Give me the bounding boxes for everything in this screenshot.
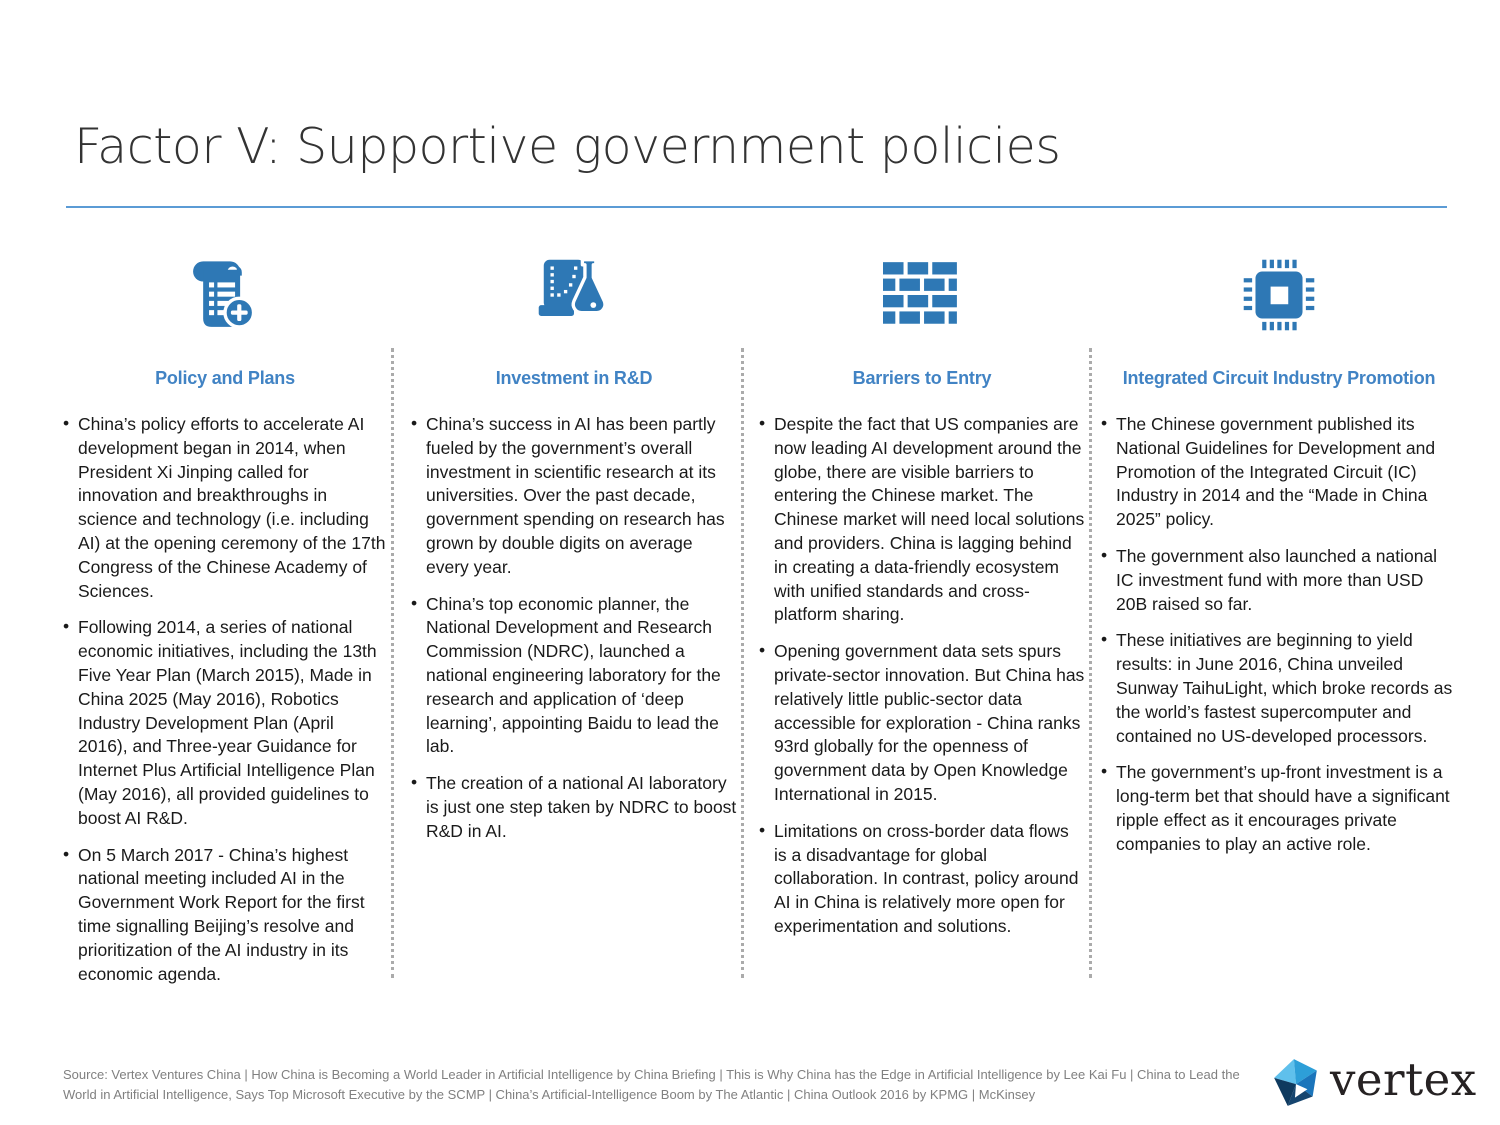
column-ic-industry-promotion <box>1100 250 1458 870</box>
bullet-list <box>1100 413 1458 857</box>
column-heading: Policy and Plans <box>155 368 295 388</box>
bullet-item: • Limitations on cross-border data flows is a disadvantage for global collaboration. In contrast, policy around AI in China is relatively more open for experimentation and solutions. <box>758 820 1086 939</box>
brick-wall-icon <box>758 250 1086 340</box>
vertex-logo <box>1270 1052 1477 1108</box>
bullet-item: • China’s policy efforts to accelerate AI development began in 2014, when President Xi Jinping called for innovation and breakthroughs in science and technology (i.e. including AI) at the opening ceremony of the 17th Congress of the Chinese Academy of Sciences. <box>62 413 388 603</box>
vertex-wordmark: vertex <box>1330 1052 1477 1106</box>
bullet-item: • Despite the fact that US companies are now leading AI development around the globe, there are visible barriers to entering the Chinese market. The Chinese market will need local solutions and providers. China is lagging behind in creating a data-friendly ecosystem with unified standards and cross-platform sharing. <box>758 413 1086 627</box>
title-underline <box>66 206 1447 208</box>
bullet-item: • The government’s up-front investment is a long-term bet that should have a significant ripple effect as it encourages private companies to play an active role. <box>1100 761 1458 856</box>
bullet-item: • The Chinese government published its National Guidelines for Development and Promotion of the Integrated Circuit (IC) Industry in 2014 and the “Made in China 2025” policy. <box>1100 413 1458 532</box>
bullet-item: • China’s top economic planner, the National Development and Research Commission (NDRC), launched a national engineering laboratory for the research and application of ‘deep learning’, appointing Baidu to lead the lab. <box>410 593 738 760</box>
bullet-item: • The creation of a national AI laboratory is just one step taken by NDRC to boost R&D in AI. <box>410 772 738 843</box>
column-divider <box>741 348 744 978</box>
column-barriers-to-entry <box>758 250 1086 952</box>
column-divider <box>1089 348 1092 978</box>
column-heading: Investment in R&D <box>495 368 653 388</box>
bullet-list <box>758 413 1086 939</box>
column-divider <box>391 348 394 978</box>
scroll-add-icon <box>62 250 388 340</box>
microchip-icon <box>1100 250 1458 340</box>
bullet-item: • China’s success in AI has been partly fueled by the government’s overall investment in scientific research at its universities. Over the past decade, government spending on research has grown by double digits on average every year. <box>410 413 738 580</box>
bullet-list <box>62 413 388 986</box>
source-attribution: Source: Vertex Ventures China | How China is Becoming a World Leader in Artificial Intelligence by China Briefing | This is Why China has the Edge in Artificial Intelligence by Lee Kai Fu | China to Lead the World in Artificial Intelligence, Says Top Microsoft Executive by the SCMP | China’s Artificial-Intelligence Boom by The Atlantic | China Outlook 2016 by KPMG | McKinsey <box>63 1067 1240 1103</box>
bullet-item: • These initiatives are beginning to yield results: in June 2016, China unveiled Sunway TaihuLight, which broke records as the world’s fastest supercomputer and contained no US-developed processors. <box>1100 629 1458 748</box>
bullet-item: • Opening government data sets spurs private-sector innovation. But China has relatively little public-sector data accessible for exploration - China ranks 93rd globally for the openness of government data by Open Knowledge International in 2015. <box>758 640 1086 807</box>
vertex-gem-icon <box>1270 1056 1322 1108</box>
page-title: Factor V: Supportive government policies <box>74 118 1061 175</box>
column-heading: Barriers to Entry <box>852 368 992 388</box>
column-investment-rd <box>410 250 738 857</box>
column-heading: Integrated Circuit Industry Promotion <box>1122 368 1436 388</box>
bullet-item: • On 5 March 2017 - China’s highest national meeting included AI in the Government Work Report for the first time signalling Beijing’s resolve and prioritization of the AI industry in its economic agenda. <box>62 844 388 987</box>
bullet-item: • Following 2014, a series of national economic initiatives, including the 13th Five Year Plan (March 2015), Made in China 2025 (May 2016), Robotics Industry Development Plan (April 2016), and Three-year Guidance for Internet Plus Artificial Intelligence Plan (May 2016), all provided guidelines to boost AI R&D. <box>62 616 388 830</box>
column-policy-and-plans <box>62 250 388 999</box>
bullet-list <box>410 413 738 844</box>
research-flask-icon <box>410 250 738 340</box>
bullet-item: • The government also launched a national IC investment fund with more than USD 20B raised so far. <box>1100 545 1458 616</box>
